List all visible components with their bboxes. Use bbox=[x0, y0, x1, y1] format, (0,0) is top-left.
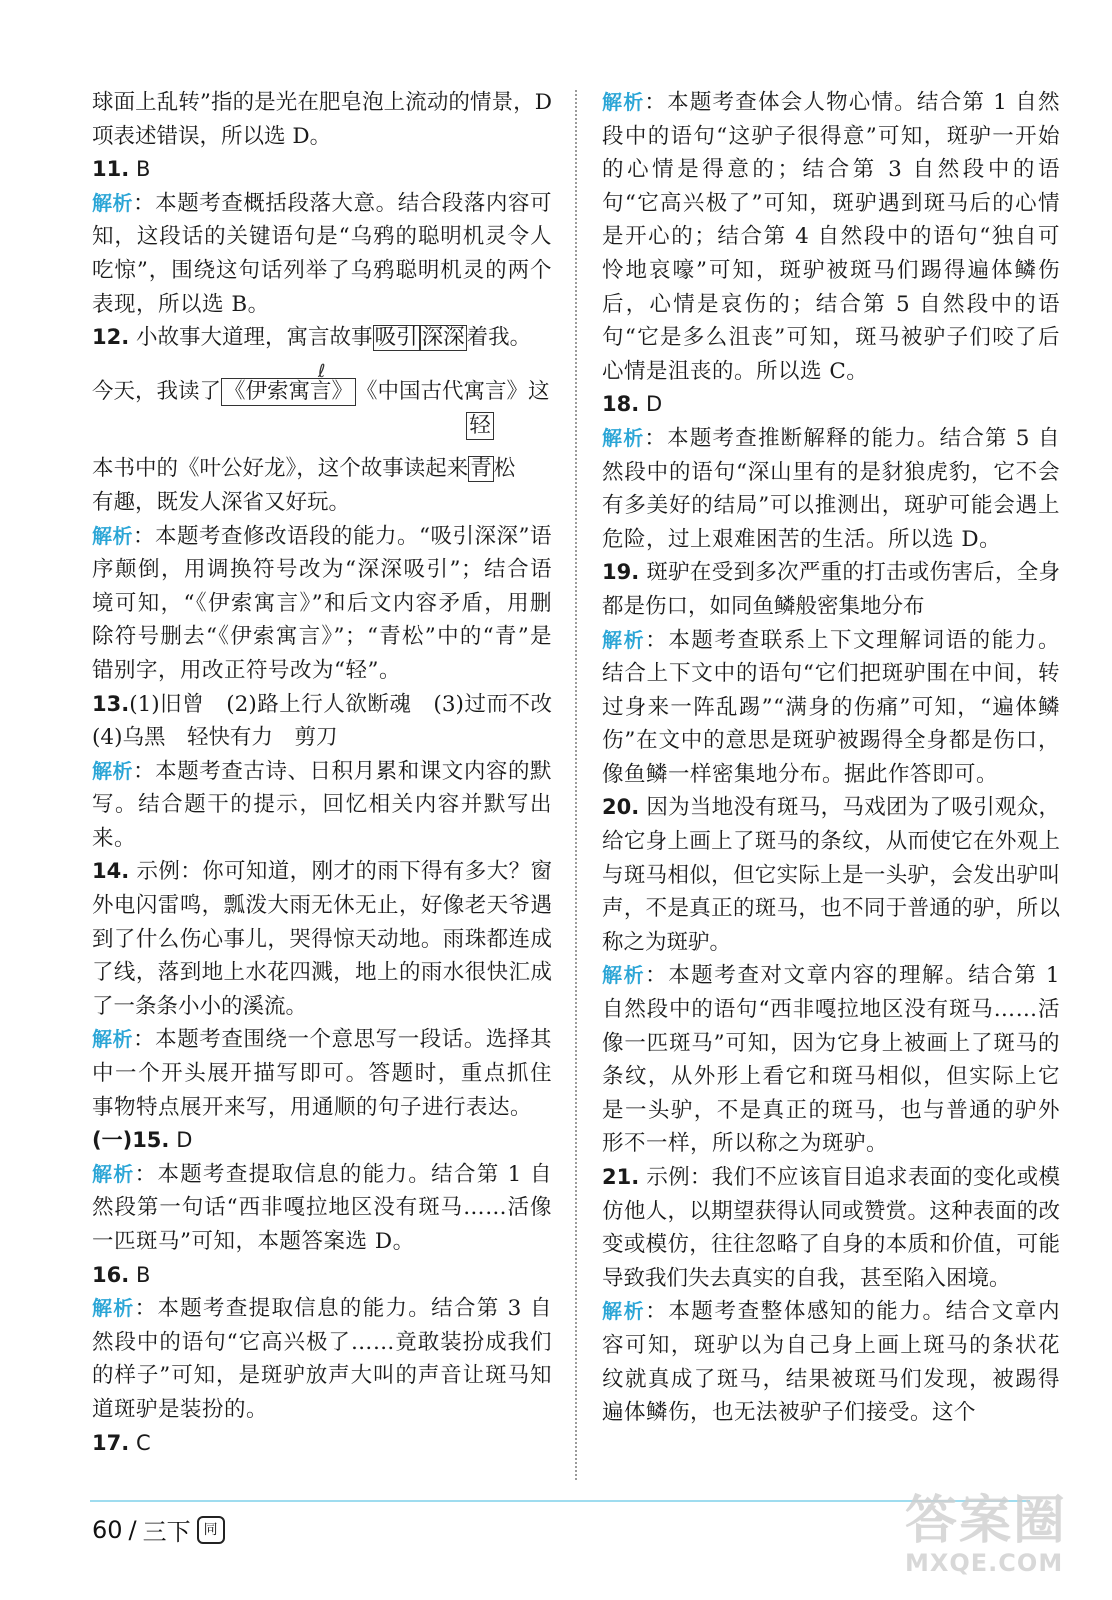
footer-separator: / bbox=[128, 1515, 137, 1544]
explanation-13: 解析：本题考查古诗、日积月累和课文内容的默写。结合题干的提示，回忆相关内容并默写出来。 bbox=[92, 758, 552, 851]
delete-box: 《伊索寓言》 ℓ bbox=[221, 378, 356, 406]
explanation-16: 解析：本题考查提取信息的能力。结合第 3 自然段中的语句“它高兴极了……竟敢装扮成我们的样子”可知，是斑驴放声大叫的声音让斑马知道斑驴是装扮的。 bbox=[92, 1296, 552, 1422]
explanation-20: 解析：本题考查对文章内容的理解。结合第 1 自然段中的语句“西非嘎拉地区没有斑马……活像一匹斑马”可知，因为它身上被画上了斑马的条纹，从外形上看它和斑马相似，但实际上它是一头驴，不是真正的斑马，也与普通的驴外形不一样，所以称之为斑驴。 bbox=[602, 963, 1060, 1157]
explanation-14: 解析：本题考查围绕一个意思写一段话。选择其中一个开头展开描写即可。答题时，重点抓住事物特点展开来写，用通顺的句子进行表达。 bbox=[92, 1027, 552, 1120]
explanation-label: 解析 bbox=[92, 1296, 135, 1321]
answer-21: 21. 示例：我们不应该盲目追求表面的变化或模仿他人，以期望获得认同或赞赏。这种表面的改变或模仿，往往忽略了自身的本质和价值，可能导致我们失去真实的自我，甚至陷入困境。 bbox=[602, 1165, 1060, 1291]
explanation-label: 解析 bbox=[602, 90, 645, 114]
explanation-18: 解析：本题考查推断解释的能力。结合第 5 自然段中的语句“深山里有的是豺狼虎豹，它不会有多美好的结局”可以推测出，斑驴可能会遇上危险，过上艰难困苦的生活。所以选 D。 bbox=[602, 425, 1060, 552]
swap-box-1: 吸引 bbox=[374, 325, 418, 351]
explanation-12: 解析：本题考查修改语段的能力。“吸引深深”语序颠倒，用调换符号改为“深深吸引”；结合语境可知，“《伊索寓言》”和后文内容矛盾，用删除符号删去“《伊索寓言》”；“青松”中的“青”是错别字，用改正符号改为“轻”。 bbox=[92, 523, 553, 683]
explanation-21: 解析：本题考查整体感知的能力。结合文章内容可知，斑驴以为自己身上画上斑马的条状花纹就真成了斑马，结果被斑马们发现，被踢得遍体鳞伤，也无法被驴子们接受。这个 bbox=[602, 1299, 1060, 1426]
footer-rule bbox=[90, 1500, 1030, 1502]
edition-badge-icon: 同 bbox=[197, 1516, 225, 1544]
answer-17: 17. C bbox=[92, 1430, 151, 1455]
answer-14: 14. 示例：你可知道，刚才的雨下得有多大？窗外电闪雷鸣，瓢泼大雨无休无止，好像老天爷遇到了什么伤心事儿，哭得惊天动地。雨珠都连成了线，落到地上水花四溅，地上的雨水很快汇成了一条条小小的溪流。 bbox=[92, 859, 552, 1019]
explanation-label: 解析 bbox=[602, 1299, 646, 1324]
answer-18: 18. D bbox=[602, 392, 663, 417]
explanation-11: 解析：本题考查概括段落大意。结合段落内容可知，这段话的关键语句是“乌鸦的聪明机灵令人吃惊”，围绕这句话列举了乌鸦聪明机灵的两个表现，所以选 B。 bbox=[92, 190, 552, 317]
column-divider bbox=[575, 90, 577, 1480]
correction-mark bbox=[468, 413, 494, 486]
answer-19: 19. 斑驴在受到多次严重的打击或伤害后，全身都是伤口，如同鱼鳞般密集地分布 bbox=[602, 560, 1060, 619]
explanation-label: 解析 bbox=[602, 627, 646, 652]
watermark-logo: 答案圈 bbox=[905, 1491, 1068, 1551]
left-column bbox=[92, 86, 574, 1460]
continued-text: 球面上乱转”指的是光在肥皂泡上流动的情景，D 项表述错误，所以选 D。 bbox=[92, 90, 552, 149]
grade-label: 三下 bbox=[142, 1518, 191, 1546]
explanation-15: 解析：本题考查提取信息的能力。结合第 1 自然段第一句话“西非嘎拉地区没有斑马……活像一匹斑马”可知，本题答案选 D。 bbox=[92, 1161, 552, 1254]
page-number: 60 bbox=[92, 1515, 123, 1544]
edit-line-2: 今天，我读了 《伊索寓言》 ℓ 《中国古代寓言》这 bbox=[92, 360, 550, 404]
page-footer bbox=[92, 1512, 225, 1547]
delete-mark-icon: ℓ bbox=[318, 360, 326, 382]
correct-char: 轻 bbox=[466, 412, 494, 440]
wrong-char: 青 bbox=[470, 456, 492, 482]
answer-11: 11. B bbox=[92, 157, 151, 182]
answer-20: 20. 因为当地没有斑马，马戏团为了吸引观众，给它身上画上了斑马的条纹，从而使它在外观上与斑马相似，但它实际上是一头驴，会发出驴叫声，不是真正的斑马，也不同于普通的驴，所以称之为斑驴。 bbox=[602, 795, 1060, 955]
explanation-label: 解析 bbox=[92, 758, 134, 783]
explanation-17: 解析：本题考查体会人物心情。结合第 1 自然段中的语句“这驴子很得意”可知，斑驴一开始的心情是得意的；结合第 3 自然段中的语句“它高兴极了”可知，斑驴遇到斑马后的心情是开心的；结合第 4 自然段中的语句“独自可怜地哀嚎”可知，斑驴被斑马们踢得遍体鳞伤后，心情是哀伤的；结合第 5 自然段中的语句“它是多么沮丧”可知，斑马被驴子们咬了后心情是沮丧的。所以选 C。 bbox=[602, 90, 1060, 384]
answer-12: 12. 小故事大道理，寓言故事吸引 深深着我。 bbox=[92, 325, 532, 351]
answer-13: 13.(1)旧曾 (2)路上行人欲断魂 (3)过而不改 (4)乌黑 轻快有力 剪刀 bbox=[92, 691, 574, 751]
explanation-label: 解析 bbox=[92, 523, 133, 548]
explanation-label: 解析 bbox=[602, 425, 645, 450]
watermark-url: MXQE.COM bbox=[905, 1549, 1064, 1577]
answer-15: (一)15. D bbox=[92, 1128, 193, 1153]
swap-box-2: 深深 bbox=[421, 325, 465, 351]
explanation-label: 解析 bbox=[602, 963, 646, 988]
edit-line-4: 有趣，既发人深省又好玩。 bbox=[92, 489, 351, 515]
explanation-label: 解析 bbox=[92, 1161, 135, 1186]
answer-16: 16. B bbox=[92, 1262, 151, 1287]
explanation-label: 解析 bbox=[92, 1027, 134, 1052]
edit-line-3: 本书中的《叶公好龙》，这个故事读起来青 轻 松 bbox=[92, 452, 552, 486]
explanation-label: 解析 bbox=[92, 190, 134, 215]
site-watermark bbox=[905, 1478, 1085, 1588]
right-column bbox=[602, 86, 1060, 1430]
explanation-19: 解析：本题考查联系上下文理解词语的能力。结合上下文中的语句“它们把斑驴围在中间，转过身来一阵乱踢”“满身的伤痛”可知，“遍体鳞伤”在文中的意思是斑驴被踢得全身都是伤口，像鱼鳞一样密集地分布。据此作答即可。 bbox=[602, 627, 1060, 787]
